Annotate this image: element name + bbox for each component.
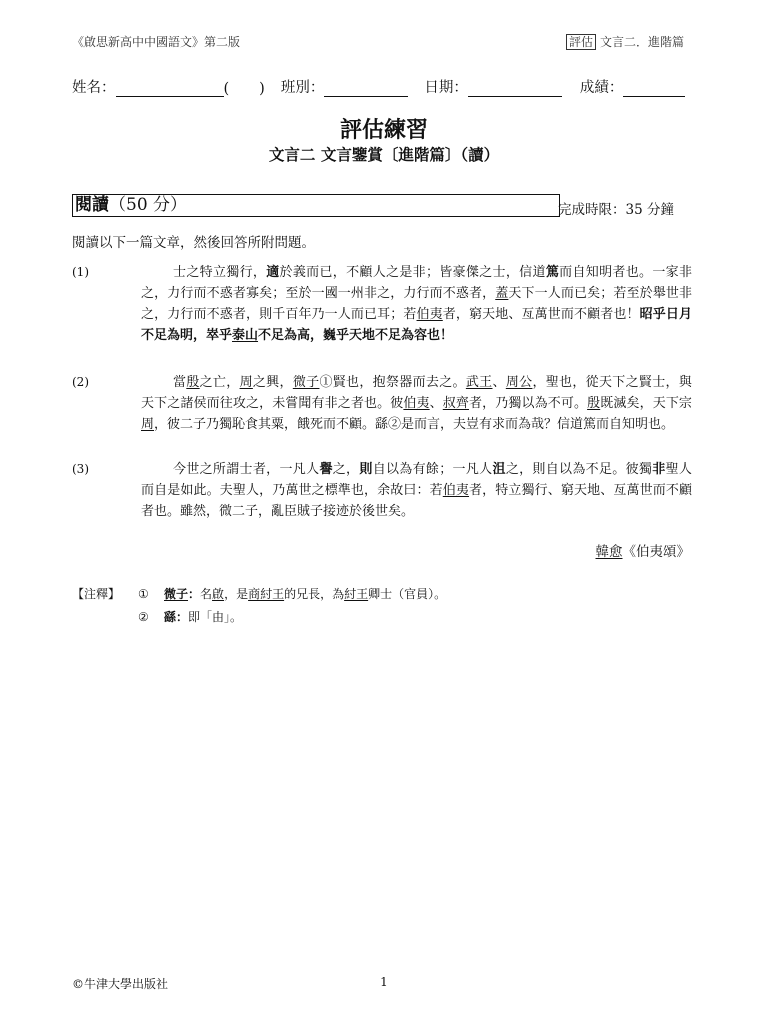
footer-publisher: ©牛津大學出版社 (72, 977, 169, 991)
text-run: 、 (429, 396, 443, 411)
paragraph-number: (2) (72, 375, 89, 389)
paragraph-text (141, 372, 692, 435)
text-run: 之， (332, 462, 360, 477)
paragraph-number: (1) (72, 265, 89, 279)
note-item-2 (72, 606, 446, 629)
time-limit: 完成時限：35 分鐘 (558, 202, 674, 218)
text-run: 者，窮天地、亙萬世而不顧者也！ (442, 307, 640, 322)
class-blank[interactable] (324, 82, 408, 97)
score-label: 成績： (579, 80, 624, 96)
text-run: 周 (239, 375, 253, 390)
paren-close: ) (259, 81, 265, 97)
text-run: 名 (200, 587, 213, 601)
note-item-1 (72, 583, 446, 606)
text-run: 、 (492, 375, 506, 390)
passage-paragraph-3 (72, 459, 692, 522)
section-heading-box (72, 194, 560, 217)
text-run: 伯夷 (403, 396, 430, 411)
text-run: 譽 (319, 462, 333, 477)
text-run: 篤 (545, 265, 560, 280)
paren-open: ( (223, 81, 230, 97)
name-label: 姓名： (72, 80, 116, 96)
passage-source (596, 540, 691, 560)
text-run: 啟 (212, 587, 225, 601)
text-run: 周公 (505, 375, 533, 390)
source-author: 韓愈 (595, 544, 623, 560)
text-run: 昭乎日月不足為明，崒乎 (141, 307, 692, 343)
passage-paragraph-1 (72, 262, 692, 346)
text-run: 之亡， (199, 375, 240, 390)
text-run: 卿士（官員）。 (368, 587, 447, 601)
text-run: 之興， (252, 375, 293, 390)
paragraph-text (141, 459, 692, 522)
text-run: 非 (652, 462, 666, 477)
note-text (164, 587, 446, 601)
text-run: 既滅矣，天下宗 (600, 396, 692, 411)
header-tag: 評估 (566, 34, 596, 50)
text-run: 殷 (186, 375, 200, 390)
class-label: 班別： (280, 80, 325, 96)
text-run: 不足為高，巍乎天地不足為容也！ (258, 328, 454, 343)
text-run: 自以為有餘；一凡人 (372, 462, 493, 477)
passage-paragraph-2 (72, 372, 692, 435)
score-blank[interactable] (623, 82, 685, 97)
header-section-label: 文言二．進階篇 (599, 35, 684, 49)
text-run: 泰山 (232, 328, 259, 343)
text-run: ，聖也，從天下之賢士，與天下之諸侯而往攻之，未嘗聞有非之者也。彼 (141, 375, 692, 411)
text-run: 殷 (587, 396, 601, 411)
text-run: 繇： (164, 610, 189, 624)
text-run: 沮 (492, 462, 506, 477)
note-marker: ① (138, 587, 149, 601)
text-run: 者，乃獨以為不可。 (469, 396, 588, 411)
text-run: 的兄長，為 (284, 587, 345, 601)
text-run: 則 (359, 462, 373, 477)
running-header-book: 《啟思新高中中國語文》第二版 (72, 35, 241, 49)
text-run: 天下一人而已矣；若至於舉世非之，力行而不惑者，則千百年乃一人而已耳；若 (141, 286, 692, 322)
page-title: 評估練習 (339, 117, 428, 143)
text-run: 今世之所謂士者，一凡人 (173, 462, 320, 477)
page-subtitle: 文言二 文言鑒賞〔進階篇〕（讀） (268, 145, 500, 164)
text-run: 聖人而自是如此。夫聖人，乃萬世之標準也，余故曰：若 (141, 462, 692, 498)
text-run: 適 (266, 265, 280, 280)
text-run: ： (188, 587, 201, 601)
notes-label: 【注釋】 (72, 587, 121, 601)
notes-section (72, 583, 446, 629)
text-run: 周 (141, 417, 155, 432)
text-run: 當 (173, 375, 187, 390)
paragraph-number: (3) (72, 462, 89, 476)
source-work: 《伯夷頌》 (622, 544, 690, 560)
text-run: 而自知明者也。一家非之，力行而不惑者寡矣；至於一國一州非之，力行而不惑者， (141, 265, 692, 301)
text-run: 伯夷 (442, 483, 470, 498)
section-marks: （50 分） (109, 195, 188, 215)
date-label: 日期： (424, 80, 468, 96)
text-run: 蓋 (495, 286, 509, 301)
text-run: 微子 (292, 375, 320, 390)
text-run: 紂王 (344, 587, 369, 601)
text-run: 之，則自以為不足。彼獨 (505, 462, 653, 477)
section-heading: 閱讀 (75, 195, 109, 215)
text-run: 者，特立獨行、窮天地、亙萬世而不顧者也。雖然，微二子，亂臣賊子接迹於後世矣。 (141, 483, 692, 519)
text-run: 叔齊 (442, 396, 470, 411)
name-blank[interactable] (116, 82, 224, 97)
text-run: ①賢也，抱祭器而去之。 (319, 375, 466, 390)
text-run: ，是 (224, 587, 249, 601)
note-text (164, 610, 242, 624)
page-number: 1 (380, 975, 388, 989)
paragraph-text (141, 262, 692, 346)
text-run: 商紂王 (248, 587, 285, 601)
text-run: 武王 (465, 375, 493, 390)
student-info-line (72, 76, 692, 97)
text-run: 即「由」。 (188, 610, 243, 624)
instruction: 閱讀以下一篇文章，然後回答所附問題。 (72, 235, 315, 251)
text-run: ，彼二子乃獨恥食其粟，餓死而不顧。繇②是而言，夫豈有求而為哉？信道篤而自知明也。 (154, 417, 675, 432)
text-run: 士之特立獨行， (173, 265, 267, 280)
text-run: 伯夷 (416, 307, 443, 322)
class-number-blank[interactable] (229, 83, 259, 97)
note-marker: ② (138, 610, 149, 624)
text-run: 於義而已，不顧人之是非；皆豪傑之士，信道 (279, 265, 546, 280)
running-header-section (566, 33, 684, 50)
text-run: 微子 (164, 587, 189, 601)
date-blank[interactable] (468, 82, 562, 97)
